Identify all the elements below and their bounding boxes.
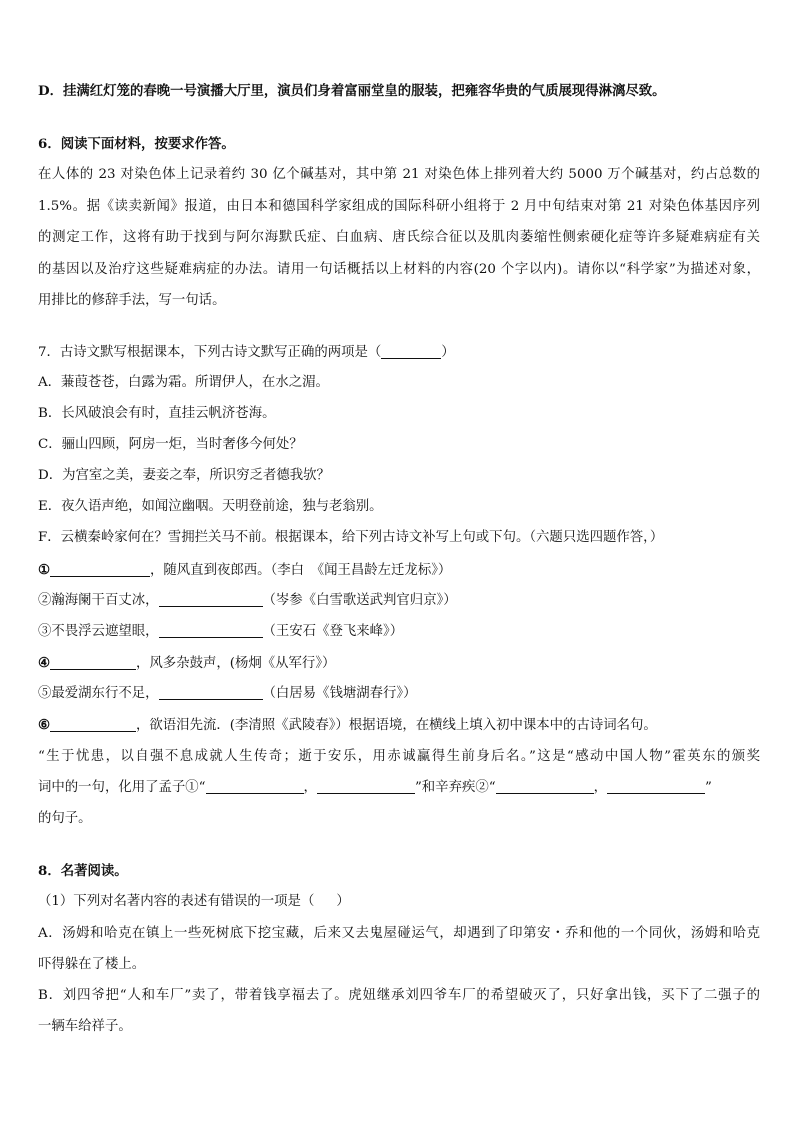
- q5-option-d: D．挂满红灯笼的春晚一号演播大厅里，演员们身着富丽堂皇的服装，把雍容华贵的气质展现得淋漓尽致。: [38, 83, 666, 99]
- fill-blank[interactable]: [496, 779, 594, 794]
- q6-stem: 6．阅读下面材料，按要求作答。: [38, 136, 235, 152]
- fill-blank[interactable]: [607, 779, 705, 794]
- fill-item-6: ⑥ ，欲语泪先流．(李清照《武陵春》）根据语境，在横线上填入初中课本中的古诗词名句。: [38, 717, 657, 733]
- q6-material-line: 1.5%。据《读卖新闻》报道，由日本和德国科学家组成的国际科研小组将于 2 月中旬结束对第 21 对染色体基因序列: [38, 199, 760, 214]
- q7-stem: 7．古诗文默写根据课本，下列古诗文默写正确的两项是（ ）: [38, 345, 455, 360]
- fill-blank[interactable]: [159, 592, 263, 607]
- fill-item-4: ④ ，风多杂鼓声，(杨炯《从军行》）: [38, 655, 336, 671]
- q7-option-e: E．夜久语声绝，如闻泣幽咽。天明登前途，独与老翁别。: [38, 499, 383, 514]
- q8-option-a-cont: 吓得躲在了楼上。: [38, 957, 146, 972]
- fill-blank[interactable]: [206, 779, 304, 794]
- fill-blank[interactable]: [159, 623, 263, 638]
- q7-context-line: “生于忧患，以自强不息成就人生传奇；逝于安乐，用赤诚赢得生前身后名。”这是“感动中国人物”霍英东的颁奖: [38, 749, 760, 764]
- fill-blank[interactable]: [50, 562, 150, 577]
- q7-option-f: F．云横秦岭家何在？雪拥拦关马不前。根据课本，给下列古诗文补写上句或下句。（六题只选四题作答，）: [38, 530, 664, 545]
- q8-stem: 8．名著阅读。: [38, 863, 128, 879]
- q7-option-c: C．骊山四顾，阿房一炬，当时奢侈今何处？: [38, 437, 303, 452]
- q7-option-b: B．长风破浪会有时，直挂云帆济苍海。: [38, 406, 276, 421]
- q7-context-line: 词中的一句，化用了孟子①“ ， ”和辛弃疾②“ ， ”: [38, 780, 712, 795]
- q8-option-b: B．刘四爷把“人和车厂”卖了，带着钱享福去了。虎妞继承刘四爷车厂的希望破灭了，只好拿出钱，买下了二强子的: [38, 988, 760, 1003]
- fill-blank[interactable]: [50, 717, 136, 732]
- fill-item-1: ① ，随风直到夜郎西。（李白 《闻王昌龄左迁龙标》）: [38, 562, 452, 578]
- q8-option-b-cont: 一辆车给祥子。: [38, 1019, 132, 1034]
- answer-blank[interactable]: [381, 344, 441, 359]
- q8-option-a: A．汤姆和哈克在镇上一些死树底下挖宝藏，后来又去鬼屋碰运气，却遇到了印第安・乔和他的一个同伙，汤姆和哈克: [38, 926, 760, 941]
- fill-blank[interactable]: [50, 655, 136, 670]
- q8-sub1: （1）下列对名著内容的表述有错误的一项是（ ）: [38, 894, 350, 909]
- q7-context-line: 的句子。: [38, 811, 92, 826]
- fill-blank[interactable]: [159, 685, 263, 700]
- q6-material-line: 的测定工作，这将有助于找到与阿尔海默氏症、白血病、唐氏综合征以及肌肉萎缩性侧索硬化症等许多疑难病症有关: [38, 230, 760, 245]
- q7-option-d: D．为宫室之美，妻妾之奉，所识穷乏者德我欤？: [38, 468, 330, 483]
- fill-item-5: ⑤最爱湖东行不足， （白居易《钱塘湖春行》）: [38, 686, 417, 701]
- q6-material-line: 在人体的 23 对染色体上记录着约 30 亿个碱基对，其中第 21 对染色体上排列着大约 5000 万个碱基对，约占总数的: [38, 167, 760, 182]
- fill-item-3: ③不畏浮云遮望眼， （王安石《登飞来峰》）: [38, 624, 404, 639]
- q7-option-a: A．蒹葭苍苍，白露为霜。所谓伊人，在水之湄。: [38, 375, 329, 390]
- fill-blank[interactable]: [317, 779, 415, 794]
- q6-material-line: 用排比的修辞手法，写一句话。: [38, 293, 226, 308]
- fill-item-2: ②瀚海阑干百丈冰， （岑参《白雪歌送武判官归京》）: [38, 593, 457, 608]
- q6-material-line: 的基因以及治疗这些疑难病症的办法。请用一句话概括以上材料的内容(20 个字以内)。请你以“科学家”为描述对象，: [38, 262, 760, 277]
